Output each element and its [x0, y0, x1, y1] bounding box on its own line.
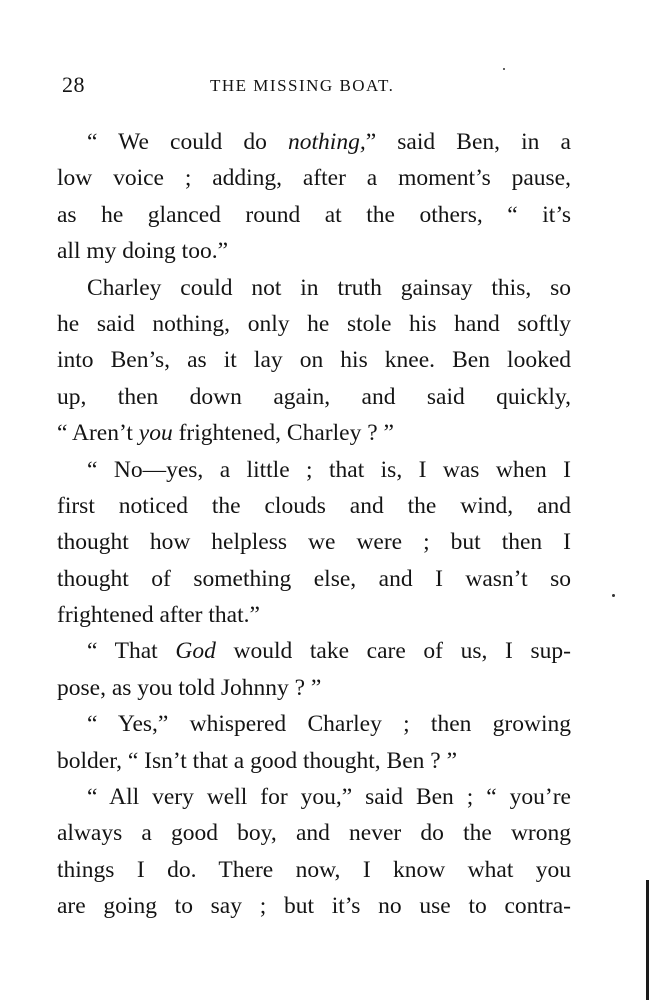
- italic-word: nothing,: [288, 129, 366, 155]
- text-segment: thought how helpless we were ; but then I: [57, 529, 571, 556]
- body-text: [57, 124, 571, 925]
- text-line: [57, 342, 571, 378]
- text-line: [57, 597, 571, 633]
- text-segment: “ Yes,” whispered Charley ; then growing: [87, 711, 571, 738]
- text-segment: Charley could not in truth gainsay this, so: [87, 274, 571, 301]
- text-line: [57, 379, 571, 415]
- text-segment: first noticed the clouds and the wind, and: [57, 492, 571, 519]
- text-line: [57, 706, 571, 742]
- text-segment: as he glanced round at the others, “ it’s: [57, 201, 571, 228]
- text-line: [57, 488, 571, 524]
- text-segment: “ That: [87, 638, 176, 665]
- text-segment: low voice ; adding, after a moment’s pause,: [57, 165, 571, 192]
- text-segment: would take care of us, I sup-: [215, 638, 571, 665]
- text-line: [57, 415, 571, 451]
- italic-word: you: [138, 420, 173, 447]
- text-line: [57, 124, 571, 160]
- text-segment: “ Aren’t: [57, 420, 139, 447]
- text-line: [57, 815, 571, 851]
- text-line: [57, 160, 571, 196]
- text-line: [57, 743, 571, 779]
- text-segment: “ We could do: [87, 129, 289, 155]
- text-line: [57, 270, 571, 306]
- text-segment: pose, as you told Johnny ? ”: [57, 674, 322, 701]
- text-line: [57, 852, 571, 888]
- text-segment: things I do. There now, I know what you: [57, 856, 571, 883]
- text-segment: “ All very well for you,” said Ben ; “ you’re: [87, 784, 571, 811]
- text-segment: thought of something else, and I wasn’t so: [57, 565, 571, 592]
- text-segment: “ No—yes, a little ; that is, I was when I: [87, 456, 571, 483]
- text-line: [57, 888, 571, 924]
- text-segment: always a good boy, and never do the wrong: [57, 820, 571, 847]
- text-line: [57, 452, 571, 488]
- text-segment: he said nothing, only he stole his hand softly: [57, 310, 571, 337]
- text-segment: into Ben’s, as it lay on his knee. Ben looked: [57, 347, 571, 374]
- page-number: 28: [62, 72, 85, 97]
- text-line: [57, 561, 571, 597]
- text-segment: frightened, Charley ? ”: [172, 420, 394, 447]
- text-line: [57, 306, 571, 342]
- text-segment: bolder, “ Isn’t that a good thought, Ben ? ”: [57, 747, 457, 774]
- text-line: [57, 524, 571, 560]
- text-segment: all my doing too.”: [57, 238, 229, 265]
- text-line: [57, 670, 571, 706]
- text-segment: frightened after that.”: [57, 602, 260, 629]
- text-segment: ” said Ben, in a: [365, 129, 571, 155]
- text-line: [57, 779, 571, 815]
- text-segment: are going to say ; but it’s no use to contra-: [57, 893, 571, 920]
- text-line: [57, 633, 571, 669]
- text-line: [57, 233, 571, 269]
- scan-speck: [503, 68, 505, 70]
- text-line: [57, 197, 571, 233]
- running-head: THE MISSING BOAT.: [210, 76, 395, 95]
- scan-speck: [612, 594, 615, 597]
- text-segment: up, then down again, and said quickly,: [57, 383, 571, 410]
- italic-word: God: [175, 638, 216, 665]
